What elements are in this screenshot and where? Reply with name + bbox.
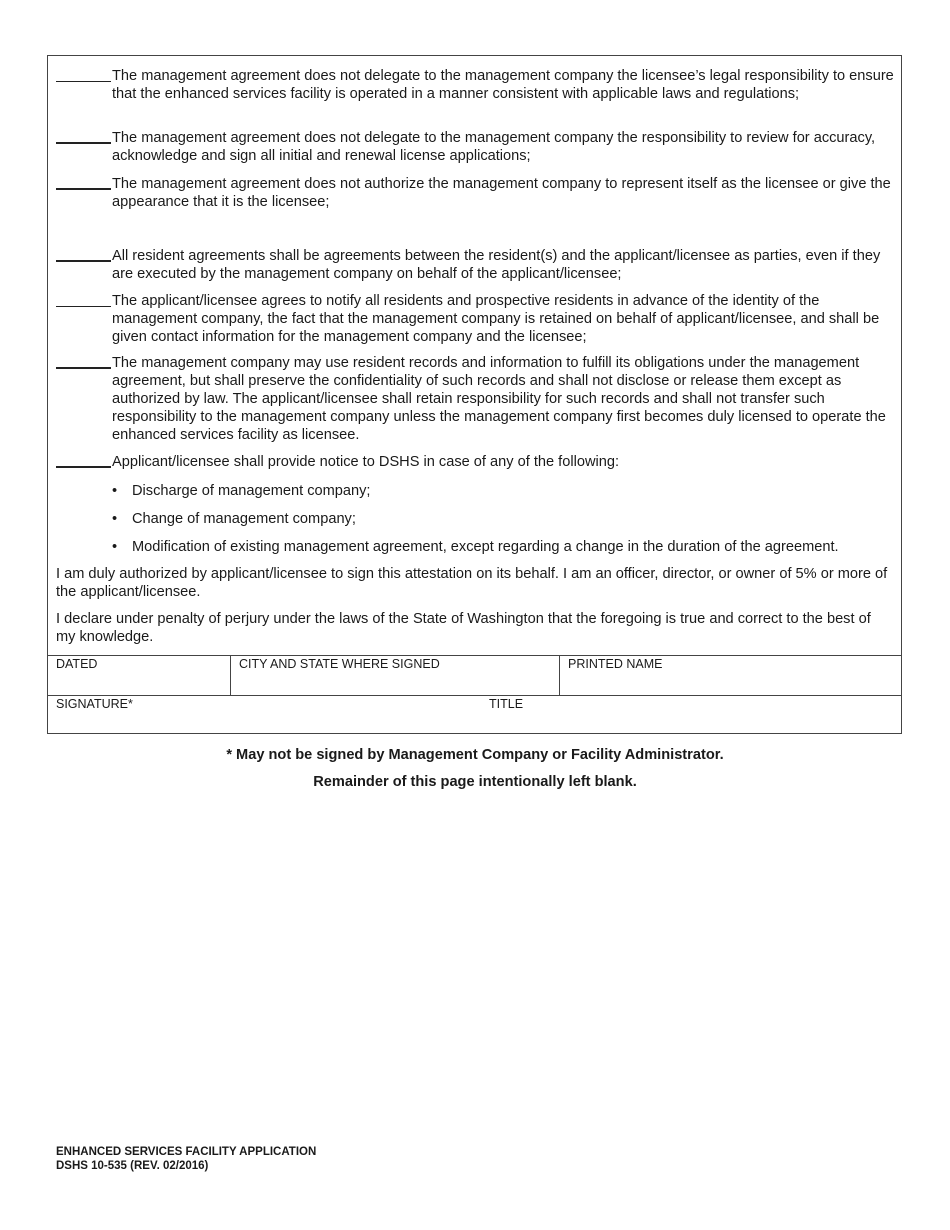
initial-blank[interactable] xyxy=(56,81,111,82)
bullet-icon: • xyxy=(112,539,118,555)
signature-row-2 xyxy=(48,695,901,734)
form-number: DSHS 10-535 (REV. 02/2016) xyxy=(56,1160,209,1172)
perjury-declaration: I declare under penalty of perjury under the laws of the State of Washington that the foregoing is true and correct to the best of my knowledge. xyxy=(56,611,871,645)
attestation-statement: I am duly authorized by applicant/licensee to sign this attestation on its behalf. I am an officer, director, or owner of 5% or more of the applicant/licensee. xyxy=(56,566,888,600)
blank-page-note: Remainder of this page intentionally left blank. xyxy=(313,774,637,790)
checklist-item-text: The management agreement does not delegate to the management company the responsibility to review for accuracy, acknowledge and sign all initial and renewal license applications; xyxy=(112,130,876,164)
initial-blank[interactable] xyxy=(56,260,111,262)
city-state-field[interactable]: CITY AND STATE WHERE SIGNED xyxy=(239,657,440,671)
divider xyxy=(230,656,231,696)
form-footer xyxy=(56,1145,316,1173)
checklist-item-text: All resident agreements shall be agreements between the resident(s) and the applicant/licensee as parties, even if they are executed by the management company on behalf of the applicant/licensee; xyxy=(112,248,881,282)
printed-name-field[interactable]: PRINTED NAME xyxy=(568,657,663,671)
initial-blank[interactable] xyxy=(56,466,111,468)
checklist-item-text: Applicant/licensee shall provide notice to DSHS in case of any of the following: xyxy=(112,454,620,470)
initial-blank[interactable] xyxy=(56,367,111,369)
attestation-form-frame xyxy=(47,55,902,734)
signature-field[interactable]: SIGNATURE* xyxy=(56,697,133,711)
dated-field[interactable]: DATED xyxy=(56,657,98,671)
divider xyxy=(559,656,560,696)
checklist-item-text: The management company may use resident records and information to fulfill its obligations under the management agreement, but shall preserve the confidentiality of such records and shall not disclose or release them except as authorized by law. The applicant/licensee shall retain responsibility for such records and shall not transfer such responsibility to the management company unless the management company first becomes duly licensed to operate the enhanced services facility as licensee. xyxy=(112,355,886,443)
checklist-item-text: The management agreement does not authorize the management company to represent itself as the licensee or give the appearance that it is the licensee; xyxy=(112,176,891,210)
bullet-icon: • xyxy=(112,511,118,527)
initial-blank[interactable] xyxy=(56,142,111,144)
form-title: ENHANCED SERVICES FACILITY APPLICATION xyxy=(56,1146,317,1158)
title-field[interactable]: TITLE xyxy=(489,697,524,711)
list-item-text: Change of management company; xyxy=(132,511,356,527)
signature-row-1 xyxy=(48,655,901,695)
initial-blank[interactable] xyxy=(56,306,111,307)
signing-restriction-note: * May not be signed by Management Company or Facility Administrator. xyxy=(226,747,724,763)
checklist-item-text: The management agreement does not delegate to the management company the licensee’s legal responsibility to ensure that the enhanced services facility is operated in a manner consistent with applicable laws and regulations; xyxy=(112,68,894,102)
list-item-text: Discharge of management company; xyxy=(132,483,371,499)
initial-blank[interactable] xyxy=(56,188,111,190)
list-item-text: Modification of existing management agreement, except regarding a change in the duration of the agreement. xyxy=(132,539,839,555)
bullet-icon: • xyxy=(112,483,118,499)
checklist-item-text: The applicant/licensee agrees to notify all residents and prospective residents in advance of the identity of the management company, the fact that the management company is retained on behalf of applicant/licensee, and shall be given contact information for the management company and the licensee; xyxy=(112,293,880,345)
